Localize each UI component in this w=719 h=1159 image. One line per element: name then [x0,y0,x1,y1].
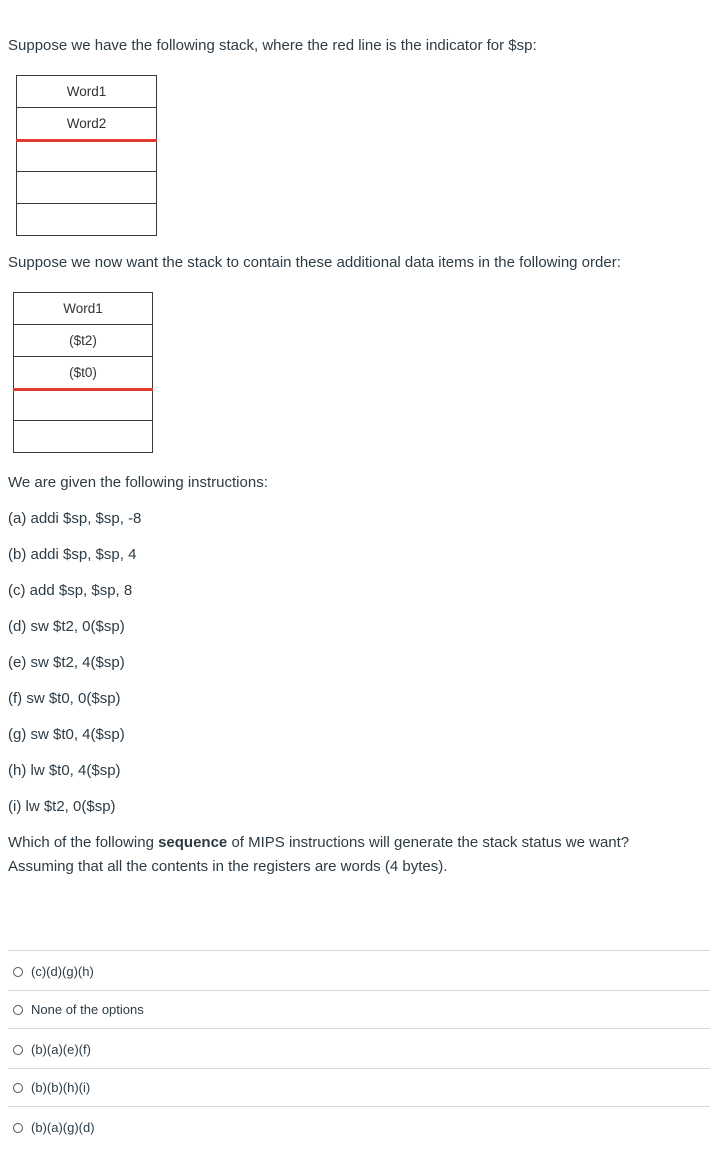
stack-cell [13,420,153,453]
stack-cell: Word2 [16,107,157,140]
stack-cell [16,171,157,204]
stack-cell [13,388,153,421]
answer-option[interactable] [13,1002,144,1017]
stack-cell: Word1 [13,292,153,325]
intro-text: Suppose we have the following stack, where the red line is the indicator for $sp: [8,37,537,54]
instruction-item: (a) addi $sp, $sp, -8 [8,510,142,527]
instruction-item: (c) add $sp, $sp, 8 [8,582,133,599]
sp-indicator-line [13,388,153,391]
answer-option-label: (b)(a)(e)(f) [31,1042,91,1057]
radio-icon[interactable] [13,1005,23,1015]
answer-option[interactable] [13,964,94,979]
option-divider [8,950,710,951]
radio-icon[interactable] [13,1045,23,1055]
question-text [8,832,629,854]
answer-option[interactable] [13,1080,90,1095]
option-divider [8,1106,710,1107]
answer-option-label: None of the options [31,1002,144,1017]
stack-cell: ($t0) [13,356,153,389]
given-text: We are given the following instructions: [8,474,268,491]
instruction-item: (e) sw $t2, 4($sp) [8,654,125,671]
stack-cell [16,203,157,236]
stack-diagram-initial [16,75,157,236]
stack-cell [16,139,157,172]
instruction-item: (d) sw $t2, 0($sp) [8,618,125,635]
question-emphasis: sequence [158,834,228,851]
radio-icon[interactable] [13,967,23,977]
answer-option-label: (b)(b)(h)(i) [31,1080,91,1095]
option-divider [8,1028,710,1029]
stack-diagram-target [13,292,153,453]
answer-option[interactable] [13,1042,91,1057]
stack-cell: Word1 [16,75,157,108]
radio-icon[interactable] [13,1123,23,1133]
instruction-item: (h) lw $t0, 4($sp) [8,762,121,779]
question-line2: Assuming that all the contents in the registers are words (4 bytes). [8,858,448,875]
answer-option[interactable] [13,1120,95,1135]
answer-option-label: (b)(a)(g)(d) [31,1120,95,1135]
stack-cell: ($t2) [13,324,153,357]
instruction-item: (f) sw $t0, 0($sp) [8,690,121,707]
instruction-item: (g) sw $t0, 4($sp) [8,726,125,743]
question-post: of MIPS instructions will generate the stack status we want? [227,834,630,851]
option-divider [8,990,710,991]
question-pre: Which of the following [8,834,159,851]
radio-icon[interactable] [13,1083,23,1093]
instruction-item: (b) addi $sp, $sp, 4 [8,546,137,563]
middle-text: Suppose we now want the stack to contain these additional data items in the following order: [8,254,621,271]
answer-option-label: (c)(d)(g)(h) [31,964,94,979]
sp-indicator-line [16,139,157,142]
instruction-item: (i) lw $t2, 0($sp) [8,798,116,815]
option-divider [8,1068,710,1069]
